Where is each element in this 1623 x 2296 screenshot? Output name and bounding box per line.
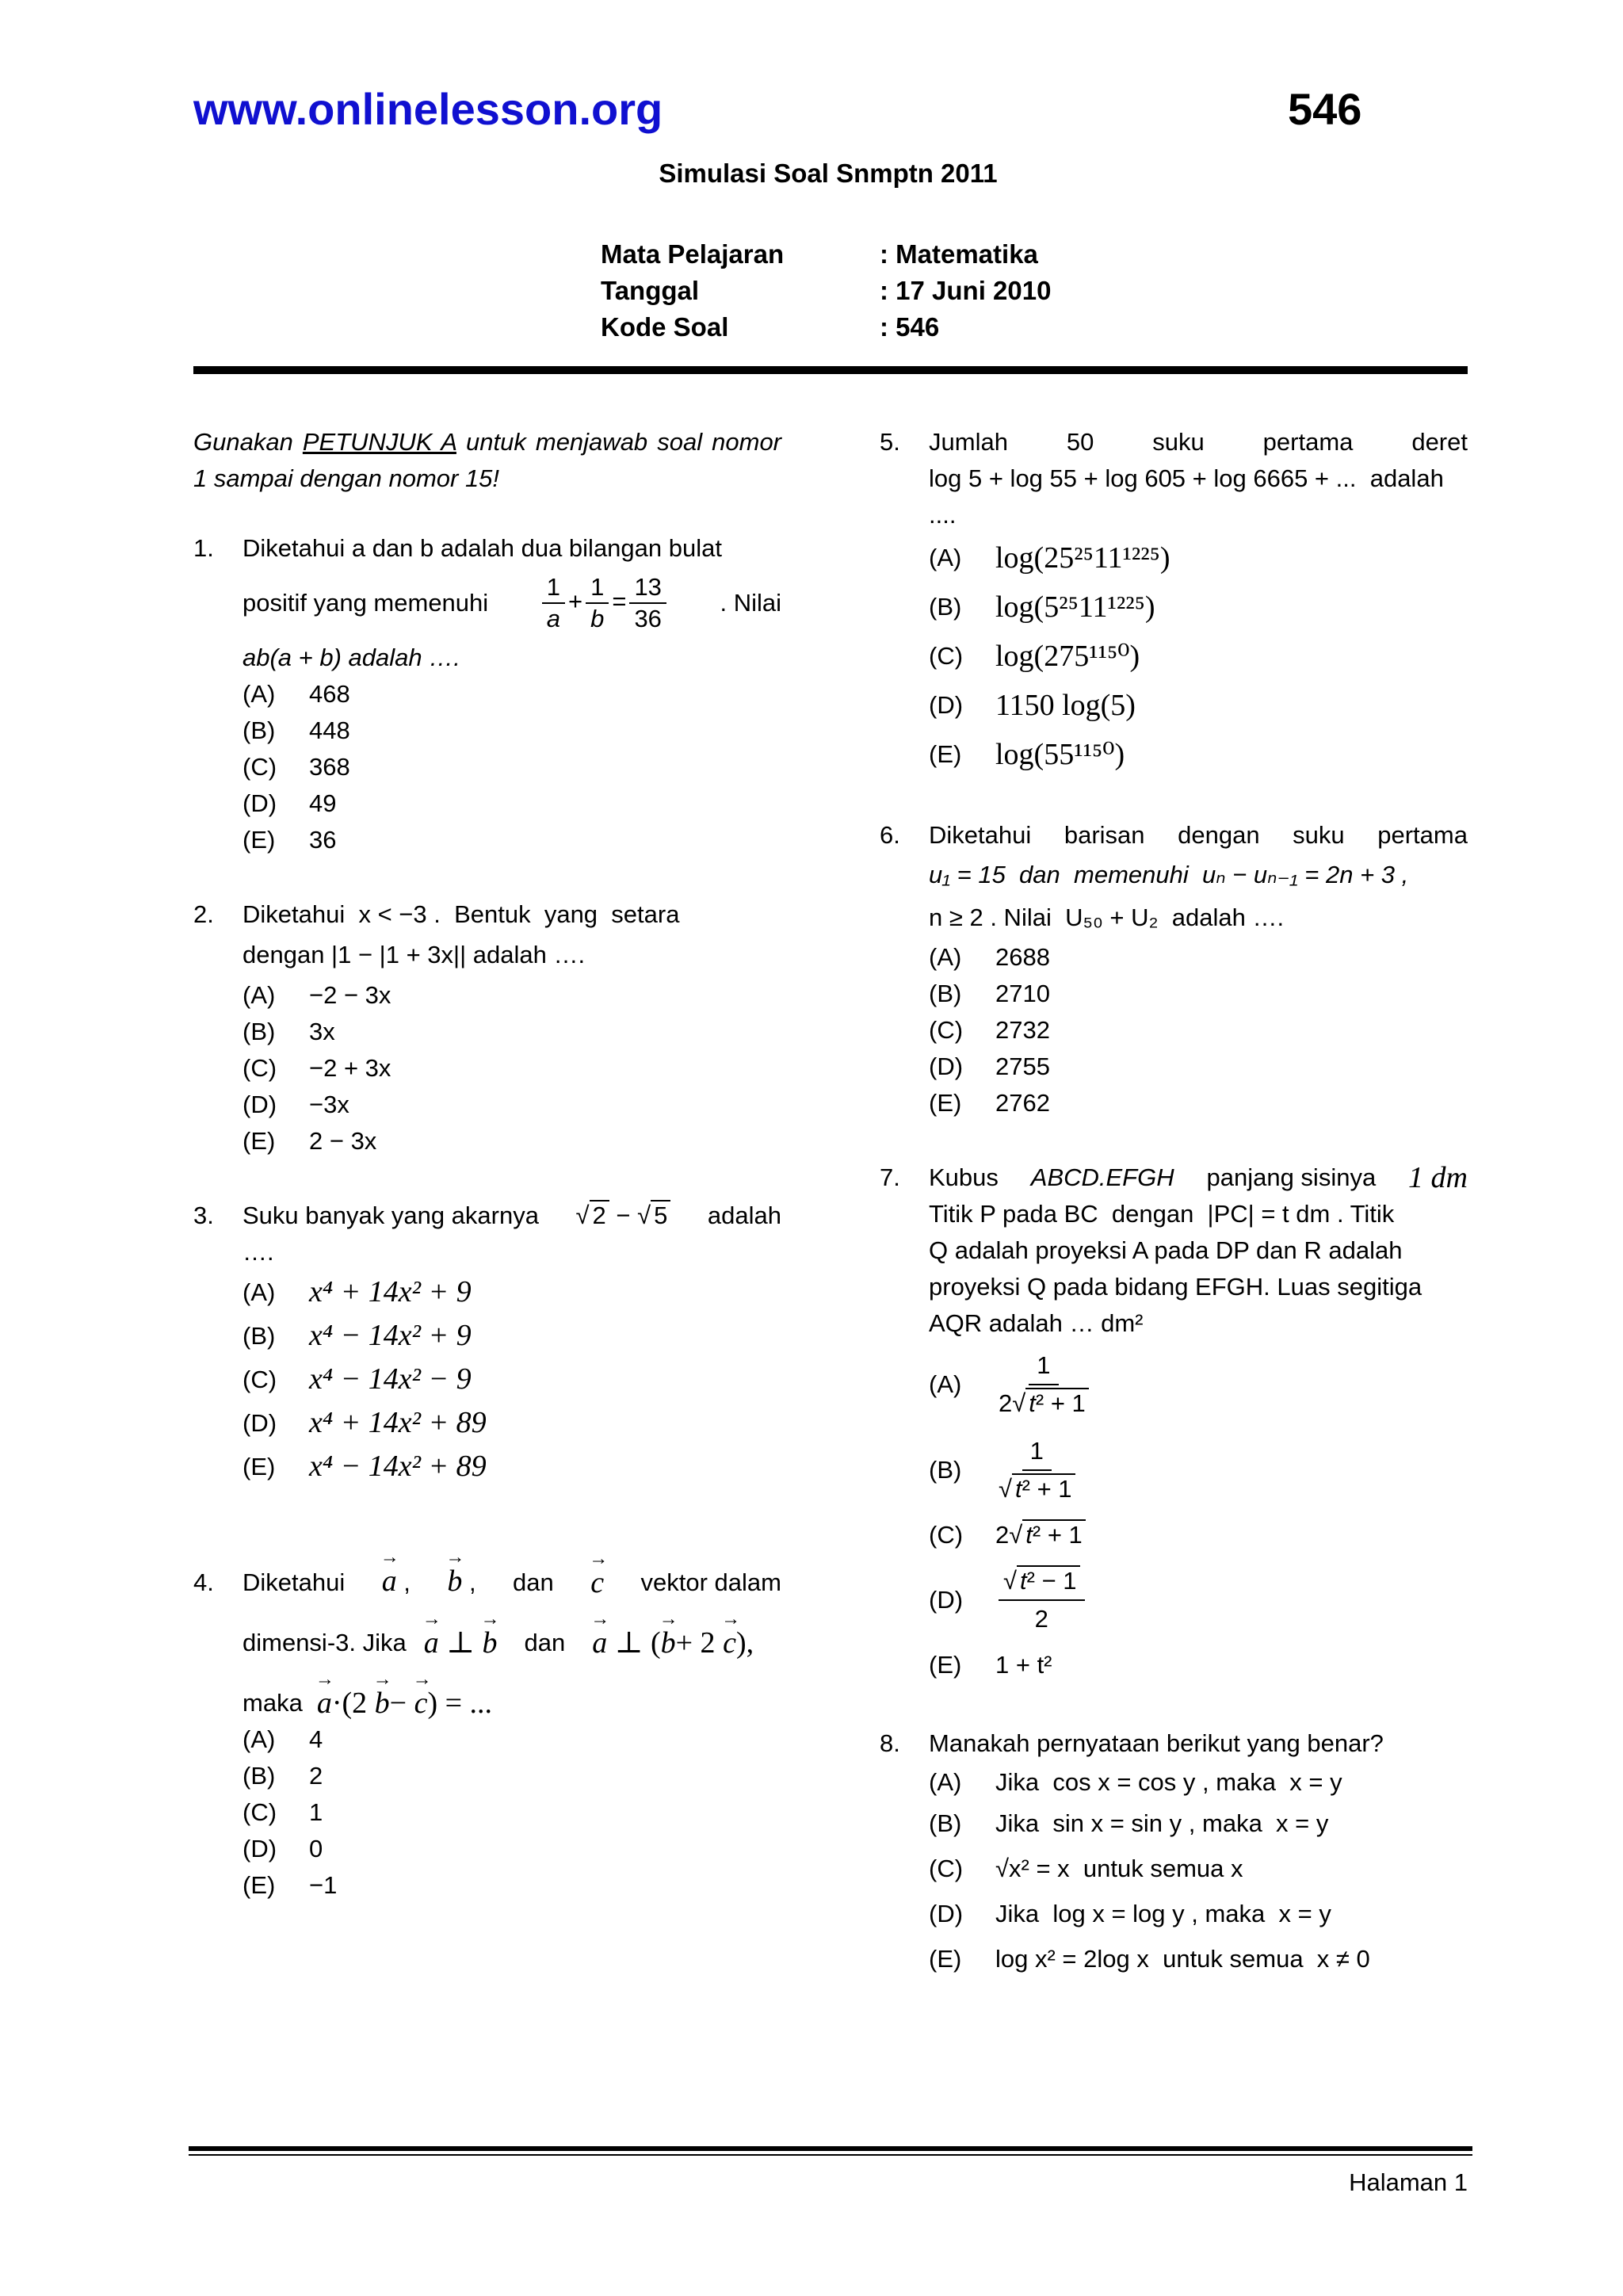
question-2	[193, 896, 781, 1159]
answer-option[interactable]: (C) 368	[242, 753, 350, 781]
header-divider	[193, 366, 1468, 374]
question-text: Jumlah 50 suku pertama deret	[929, 428, 1468, 456]
fraction-equation: $\frac{1}{a}$ + $\frac{1}{b}$ = $\frac{13}{36}$	[539, 572, 670, 634]
answer-option[interactable]: (B) log(5²⁵11¹²²⁵)	[929, 590, 1155, 624]
answer-option[interactable]: (C) 1	[242, 1798, 323, 1826]
question-text: maka → a·(2 → b− → c) = ...	[242, 1661, 781, 1721]
answer-option[interactable]: (C) 2√ t² + 1	[929, 1513, 1468, 1557]
right-column	[880, 424, 1468, 2004]
question-8	[880, 1725, 1468, 1984]
question-3	[193, 1198, 781, 1488]
question-text: n ≥ 2 . Nilai U₅₀ + U₂ adalah ….	[929, 904, 1285, 931]
question-text: log 5 + log 55 + log 605 + log 6665 + ... adalah	[929, 464, 1444, 492]
answer-option[interactable]: (E) 1 + t²	[929, 1651, 1052, 1679]
question-text: proyeksi Q pada bidang EFGH. Luas segitiga	[929, 1273, 1423, 1301]
question-text: ....	[929, 501, 957, 529]
question-number: 3.	[193, 1201, 214, 1229]
question-text: AQR adalah … dm²	[929, 1309, 1144, 1337]
answer-option[interactable]: (D) −3x	[242, 1091, 349, 1118]
answer-option[interactable]: (C) 2732	[929, 1016, 1050, 1044]
page-number: Halaman 1	[1349, 2168, 1468, 2196]
meta-label: Kode Soal	[601, 312, 729, 342]
exam-code: 546	[1288, 84, 1362, 134]
left-column	[193, 424, 781, 1924]
answer-option[interactable]: (D) x⁴ + 14x² + 89	[242, 1406, 487, 1439]
answer-option[interactable]: (C) x⁴ − 14x² − 9	[242, 1362, 472, 1396]
question-number: 6.	[880, 821, 900, 849]
answer-option[interactable]: (A) $\frac{1}{\text{2√ t² + 1}}$	[929, 1342, 1468, 1427]
footer-divider-thin	[189, 2154, 1472, 2156]
question-5	[880, 424, 1468, 779]
meta-value: : Matematika	[880, 239, 1038, 269]
exam-meta	[601, 236, 1051, 346]
answer-option[interactable]: (D) 49	[242, 789, 337, 817]
question-text: Diketahui x < −3 . Bentuk yang setara	[242, 900, 680, 928]
question-6	[880, 817, 1468, 1121]
question-text: Suku banyak yang akarnya √ 2 − √ 5 adalah	[242, 1198, 781, 1234]
question-number: 2.	[193, 900, 214, 928]
question-text: Q adalah proyeksi A pada DP dan R adalah	[929, 1236, 1403, 1264]
meta-label: Mata Pelajaran	[601, 239, 785, 269]
question-4	[193, 1541, 781, 1904]
answer-option[interactable]: (A) Jika cos x = cos y , maka x = y	[929, 1768, 1342, 1796]
answer-option[interactable]: (A) log(25²⁵11¹²²⁵)	[929, 541, 1170, 575]
question-1	[193, 530, 781, 858]
question-text: ab(a + b) adalah ….	[242, 644, 460, 671]
answer-option[interactable]: (D) Jika log x = log y , maka x = y	[929, 1900, 1331, 1927]
answer-option[interactable]: (B) $\frac{1}{\text{√ t² + 1}}$	[929, 1427, 1468, 1513]
question-7	[880, 1159, 1468, 1687]
answer-option[interactable]: (B) Jika sin x = sin y , maka x = y	[929, 1809, 1329, 1837]
answer-option[interactable]: (B) 2	[242, 1762, 323, 1790]
answer-option[interactable]: (E) 36	[242, 826, 337, 854]
answer-option[interactable]: (A) −2 − 3x	[242, 981, 391, 1009]
answer-option[interactable]: (B) 448	[242, 716, 350, 744]
answer-option[interactable]: (C) √x² = x untuk semua x	[929, 1855, 1243, 1882]
answer-option[interactable]: (E) −1	[242, 1871, 338, 1899]
question-text: Kubus ABCD.EFGH panjang sisinya 1 dm	[929, 1161, 1468, 1194]
answer-option[interactable]: (A) 4	[242, 1725, 323, 1753]
answer-option[interactable]: (B) 3x	[242, 1018, 335, 1045]
site-url: www.onlinelesson.org	[193, 84, 663, 134]
question-number: 7.	[880, 1163, 900, 1191]
instruction: Gunakan PETUNJUK A untuk menjawab soal nomor 1 sampai dengan nomor 15!	[193, 428, 782, 492]
answer-option[interactable]: (D) 2755	[929, 1052, 1050, 1080]
question-number: 5.	[880, 428, 900, 456]
question-text: Titik P pada BC dengan |PC| = t dm . Titik	[929, 1200, 1395, 1228]
meta-value: : 17 Juni 2010	[880, 276, 1052, 305]
question-text: positif yang memenuhi $\frac{1}{a}$ + $\frac{1}{b}$ = $\frac{13}{36}$ . Nilai	[242, 573, 781, 632]
answer-option[interactable]: (A) x⁴ + 14x² + 9	[242, 1275, 472, 1308]
footer-divider	[189, 2146, 1472, 2151]
answer-option[interactable]: (E) 2762	[929, 1089, 1050, 1117]
answer-option[interactable]: (E) log(55¹¹⁵⁰)	[929, 738, 1125, 771]
question-text: Diketahui barisan dengan suku pertama	[929, 821, 1468, 849]
question-number: 1.	[193, 534, 214, 562]
answer-option[interactable]: (C) −2 + 3x	[242, 1054, 391, 1082]
answer-option[interactable]: (A) 468	[242, 680, 350, 708]
meta-label: Tanggal	[601, 276, 700, 305]
page-title: Simulasi Soal Snmptn 2011	[659, 159, 998, 188]
answer-option[interactable]: (D) 0	[242, 1835, 323, 1862]
answer-option[interactable]: (B) 2710	[929, 980, 1050, 1007]
question-text: dimensi-3. Jika → a ⊥ → b dan → a ⊥ (→ b+ 2 → c),	[242, 1601, 781, 1661]
answer-option[interactable]: (A) 2688	[929, 943, 1050, 971]
question-text: ….	[242, 1238, 274, 1266]
answer-option[interactable]: (B) x⁴ − 14x² + 9	[242, 1319, 472, 1352]
answer-option[interactable]: (D) 1150 log(5)	[929, 689, 1136, 722]
question-number: 4.	[193, 1568, 214, 1596]
answer-option[interactable]: (E) log x² = 2log x untuk semua x ≠ 0	[929, 1945, 1370, 1973]
answer-option[interactable]: (D) $\frac{\text{√ t² − 1}}{2}$	[929, 1557, 1468, 1643]
answer-option[interactable]: (E) x⁴ − 14x² + 89	[242, 1450, 487, 1483]
root-expression: √ 2 − √ 5	[576, 1198, 671, 1234]
answer-option[interactable]: (C) log(275¹¹⁵⁰)	[929, 640, 1140, 673]
question-text: u₁ = 15 dan memenuhi uₙ − uₙ₋₁ = 2n + 3 ,	[929, 861, 1409, 888]
question-number: 8.	[880, 1729, 900, 1757]
question-text: Diketahui a dan b adalah dua bilangan bulat	[242, 534, 722, 562]
question-text: Manakah pernyataan berikut yang benar?	[929, 1729, 1384, 1757]
question-text: dengan |1 − |1 + 3x|| adalah ….	[242, 941, 586, 968]
answer-option[interactable]: (E) 2 − 3x	[242, 1127, 377, 1155]
question-text: Diketahui → a , → b , dan → c vektor dalam	[242, 1541, 781, 1601]
meta-value: : 546	[880, 312, 940, 342]
